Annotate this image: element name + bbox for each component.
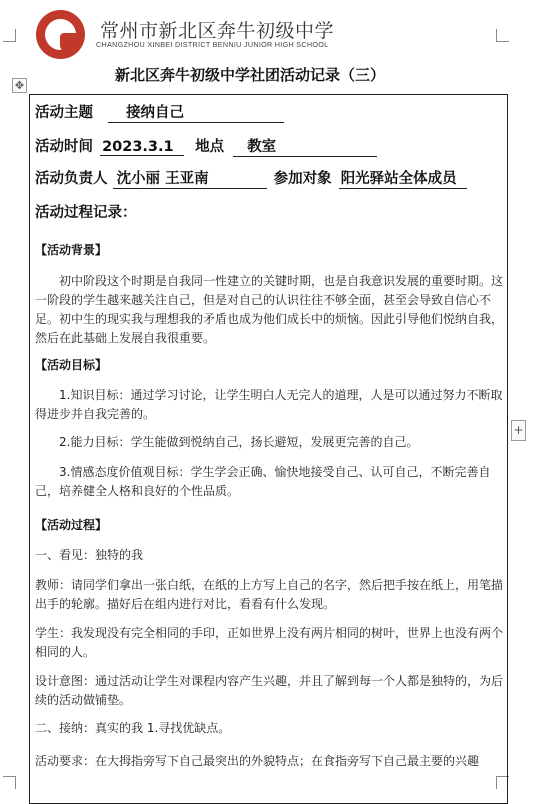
crop-mark-bottom-left [3, 776, 16, 789]
document-title: 新北区奔牛初级中学社团活动记录（三） [114, 66, 385, 84]
time-place-row [35, 135, 377, 157]
leader-label: 活动负责人 [35, 171, 108, 187]
add-column-handle-icon[interactable]: + [511, 420, 526, 441]
time-value: 2023.3.1 [102, 139, 174, 155]
process-heading: 【活动过程】 [35, 518, 108, 532]
topic-label: 活动主题 [35, 105, 93, 121]
place-label: 地点 [195, 139, 225, 155]
leader-row [35, 167, 467, 189]
background-heading: 【活动背景】 [35, 243, 108, 257]
goal-item: 2.能力目标：学生能做到悦纳自己，扬长避短，发展更完善的自己。 [59, 435, 419, 449]
student-response: 学生：我发现没有完全相同的手印，正如世界上没有两片相同的树叶，世界上也没有两个相同的人。 [35, 626, 504, 659]
goals-heading: 【活动目标】 [35, 358, 108, 372]
step-two-title: 二、接纳：真实的我 1.寻找优缺点。 [35, 721, 231, 735]
participants-label: 参加对象 [273, 171, 332, 187]
topic-value: 接纳自己 [126, 105, 185, 121]
goal-item: 3.情感态度价值观目标：学生学会正确、愉快地接受自己、认可自己，不断完善自己，培养健全人格和良好的个性品质。 [35, 465, 491, 498]
goal-item: 1.知识目标：通过学习讨论，让学生明白人无完人的道理，人是可以通过努力不断取得进步并自我完善的。 [35, 388, 503, 421]
background-text: 初中阶段这个时期是自我同一性建立的关键时期，也是自我意识发展的重要时期。这一阶段的学生越来越关注自己，但是对自己的认识往往不够全面，甚至会导致自信心不足。初中生的现实我与理想我的矛盾也成为他们成长中的烦恼。因此引导他们悦纳自我，然后在此基础上发展自我很重要。 [35, 274, 504, 345]
school-name-chinese: 常州市新北区奔牛初级中学 [100, 20, 335, 42]
step-one-title: 一、看见：独特的我 [35, 548, 144, 562]
topic-row [35, 101, 284, 123]
school-name-english: CHANGZHOU XINBEI DISTRICT BENNIU JUNIOR HIGH SCHOOL [96, 40, 329, 49]
activity-requirement: 活动要求：在大拇指旁写下自己最突出的外貌特点；在食指旁写下自己最主要的兴趣 [35, 754, 480, 768]
school-logo [36, 10, 85, 59]
crop-mark-top-left [3, 29, 16, 42]
participants-value: 阳光驿站全体成员 [340, 171, 457, 187]
place-value: 教室 [247, 139, 277, 155]
teacher-instruction: 教师：请同学们拿出一张白纸，在纸的上方写上自己的名字，然后把手按在纸上，用笔描出手的轮廓。描好后在组内进行对比，看看有什么发现。 [35, 578, 504, 611]
design-intent: 设计意图：通过活动让学生对课程内容产生兴趣，并且了解到每一个人都是独特的，为后续的活动做铺垫。 [35, 674, 504, 707]
crop-mark-top-right [496, 29, 509, 42]
time-label: 活动时间 [35, 139, 93, 155]
table-move-handle-icon[interactable]: ✥ [12, 78, 27, 93]
leader-value: 沈小丽 王亚南 [116, 171, 209, 187]
process-record-label: 活动过程记录： [35, 205, 137, 221]
